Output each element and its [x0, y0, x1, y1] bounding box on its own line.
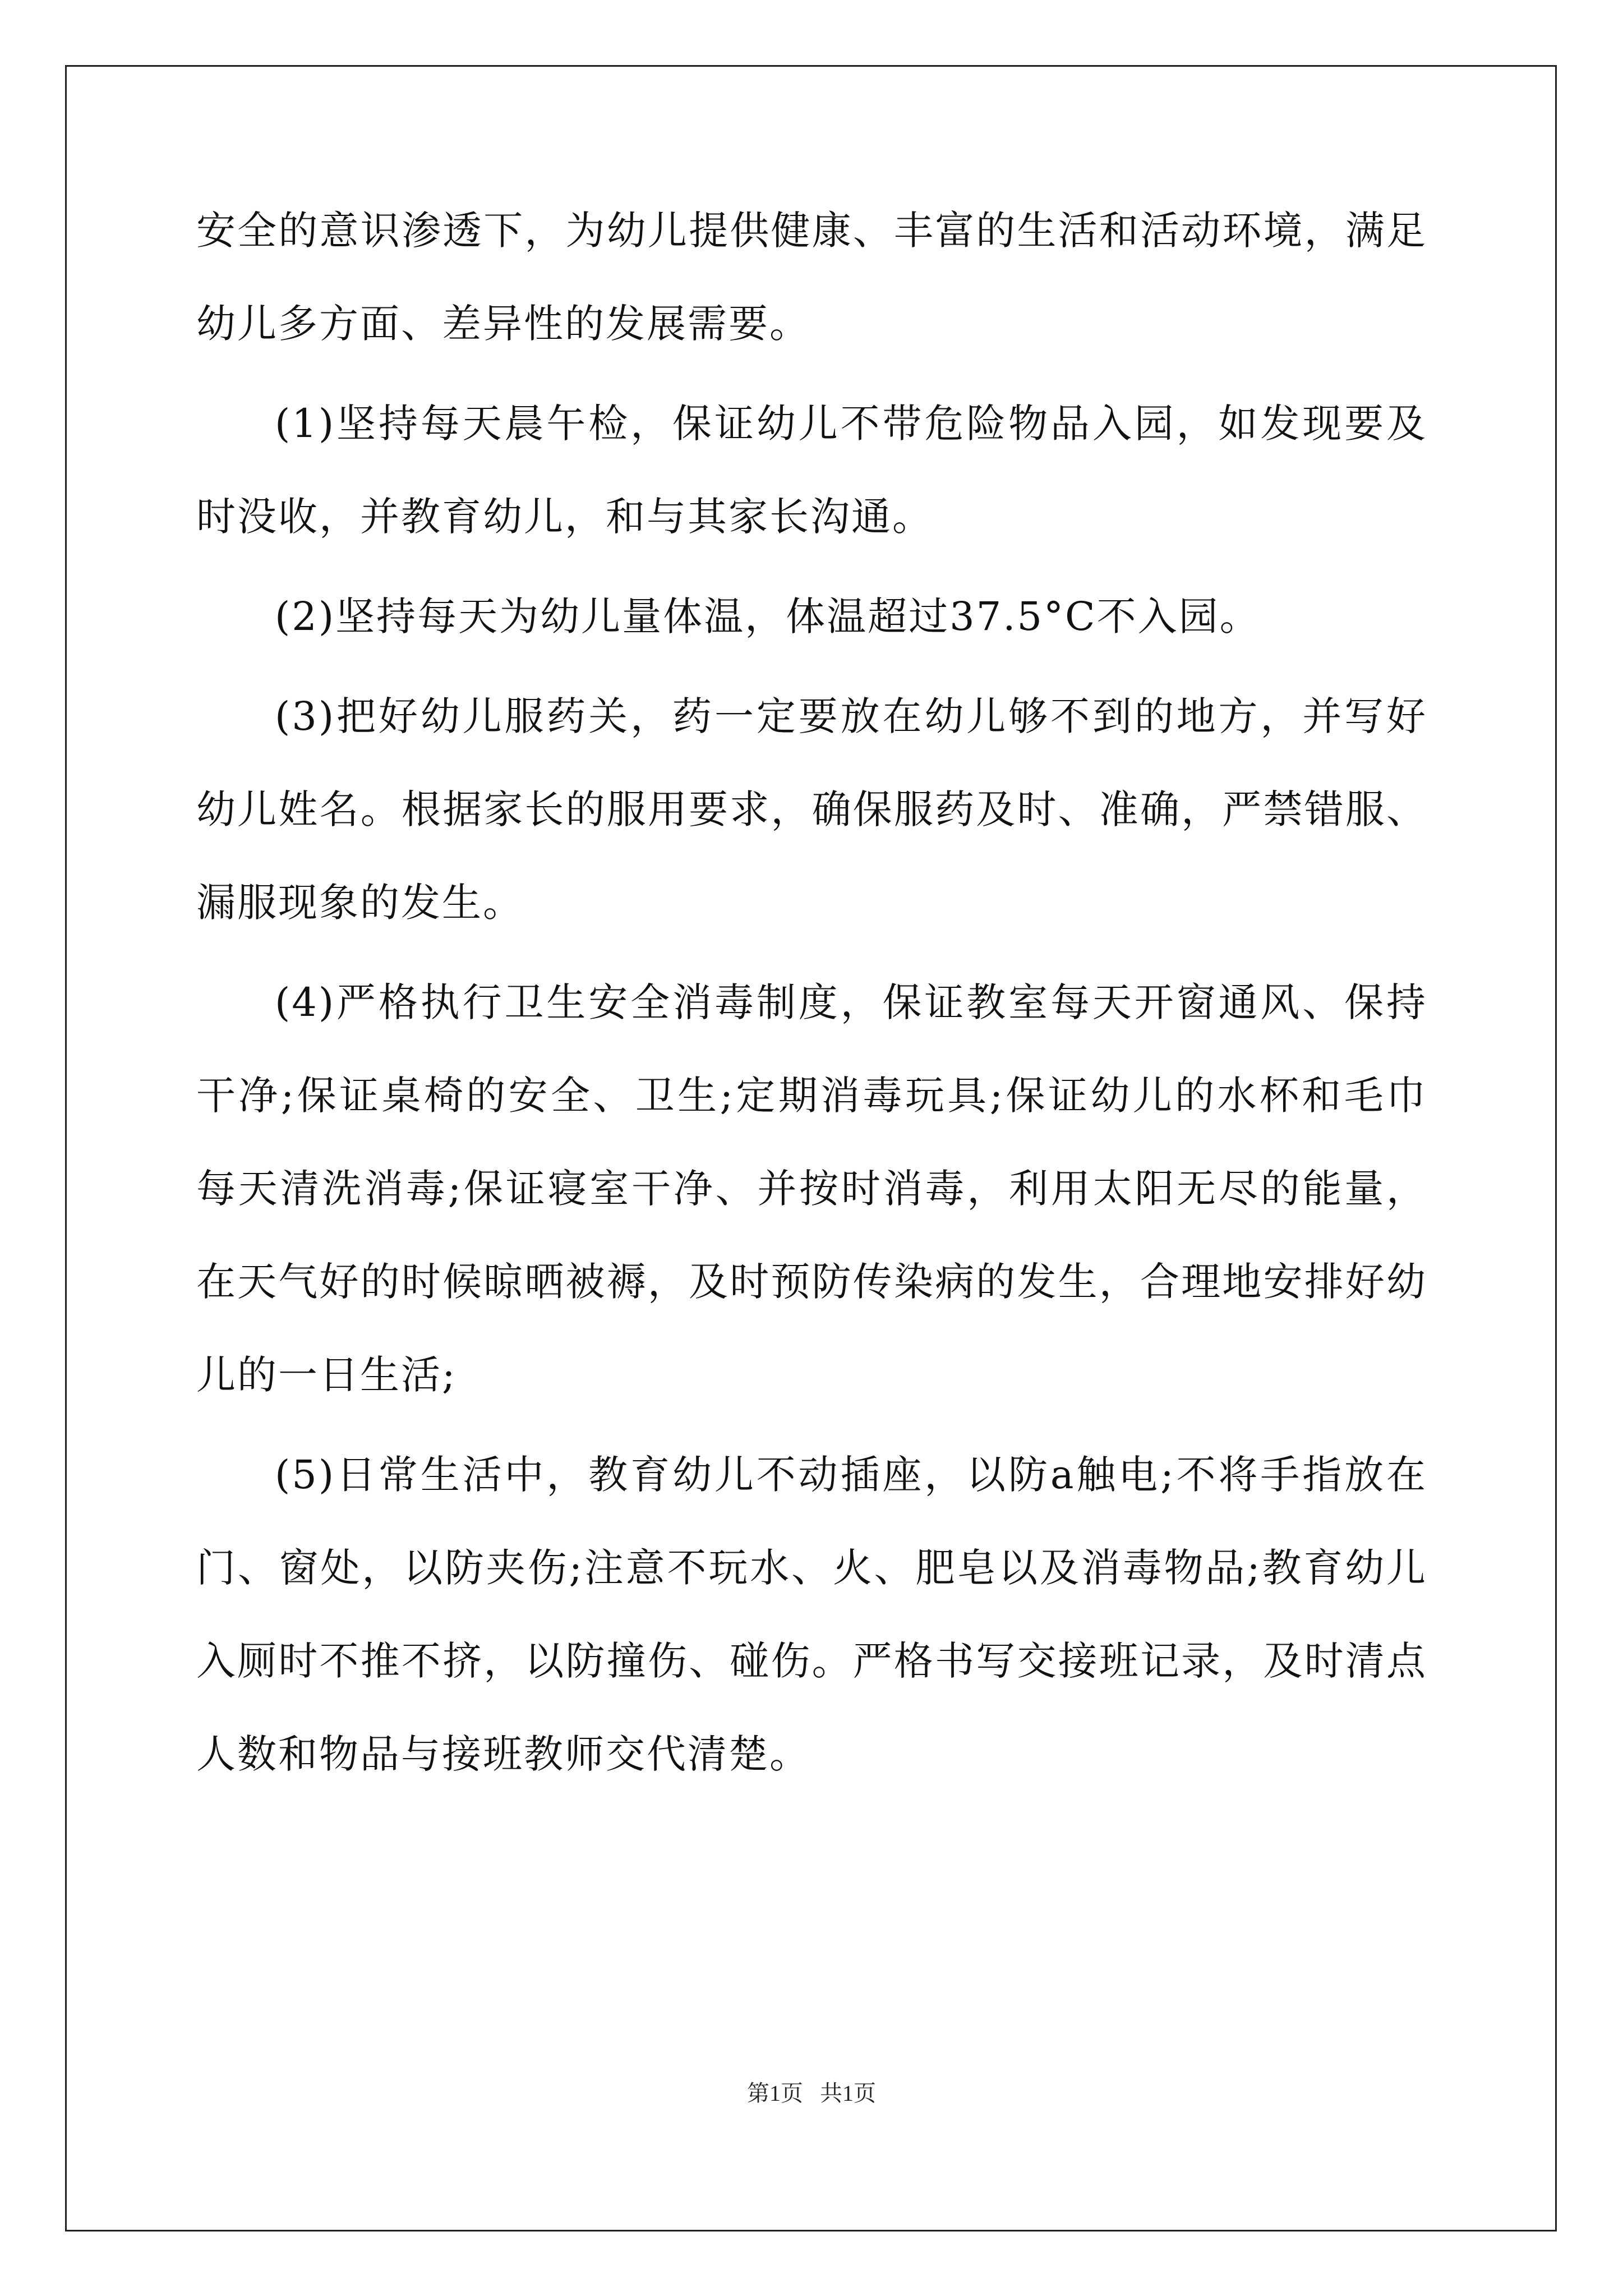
page-number-footer: 第1页 共1页: [747, 2081, 876, 2106]
paragraph-intro: 安全的意识渗透下，为幼儿提供健康、丰富的生活和活动环境，满足幼儿多方面、差异性的发展需要。: [196, 208, 1427, 347]
paragraph-item-2: (2)坚持每天为幼儿量体温，体温超过37.5°C不入园。: [275, 593, 1261, 639]
paragraph-item-5: (5)日常生活中，教育幼儿不动插座，以防a触电;不将手指放在门、窗处，以防夹伤;注意不玩水、火、肥皂以及消毒物品;教育幼儿入厕时不推不挤，以防撞伤、碰伤。严格书写交接班记录，及时清点人数和物品与接班教师交代清楚。: [196, 1452, 1427, 1777]
paragraph-item-3: (3)把好幼儿服药关，药一定要放在幼儿够不到的地方，并写好幼儿姓名。根据家长的服用要求，确保服药及时、准确，严禁错服、漏服现象的发生。: [196, 693, 1427, 926]
paragraph-item-4: (4)严格执行卫生安全消毒制度，保证教室每天开窗通风、保持干净;保证桌椅的安全、卫生;定期消毒玩具;保证幼儿的水杯和毛巾每天清洗消毒;保证寝室干净、并按时消毒，利用太阳无尽的能量，在天气好的时候晾晒被褥，及时预防传染病的发生，合理地安排好幼儿的一日生活;: [196, 979, 1427, 1398]
paragraph-item-1: (1)坚持每天晨午检，保证幼儿不带危险物品入园，如发现要及时没收，并教育幼儿，和与其家长沟通。: [196, 401, 1427, 540]
document-body: [196, 184, 1427, 1801]
